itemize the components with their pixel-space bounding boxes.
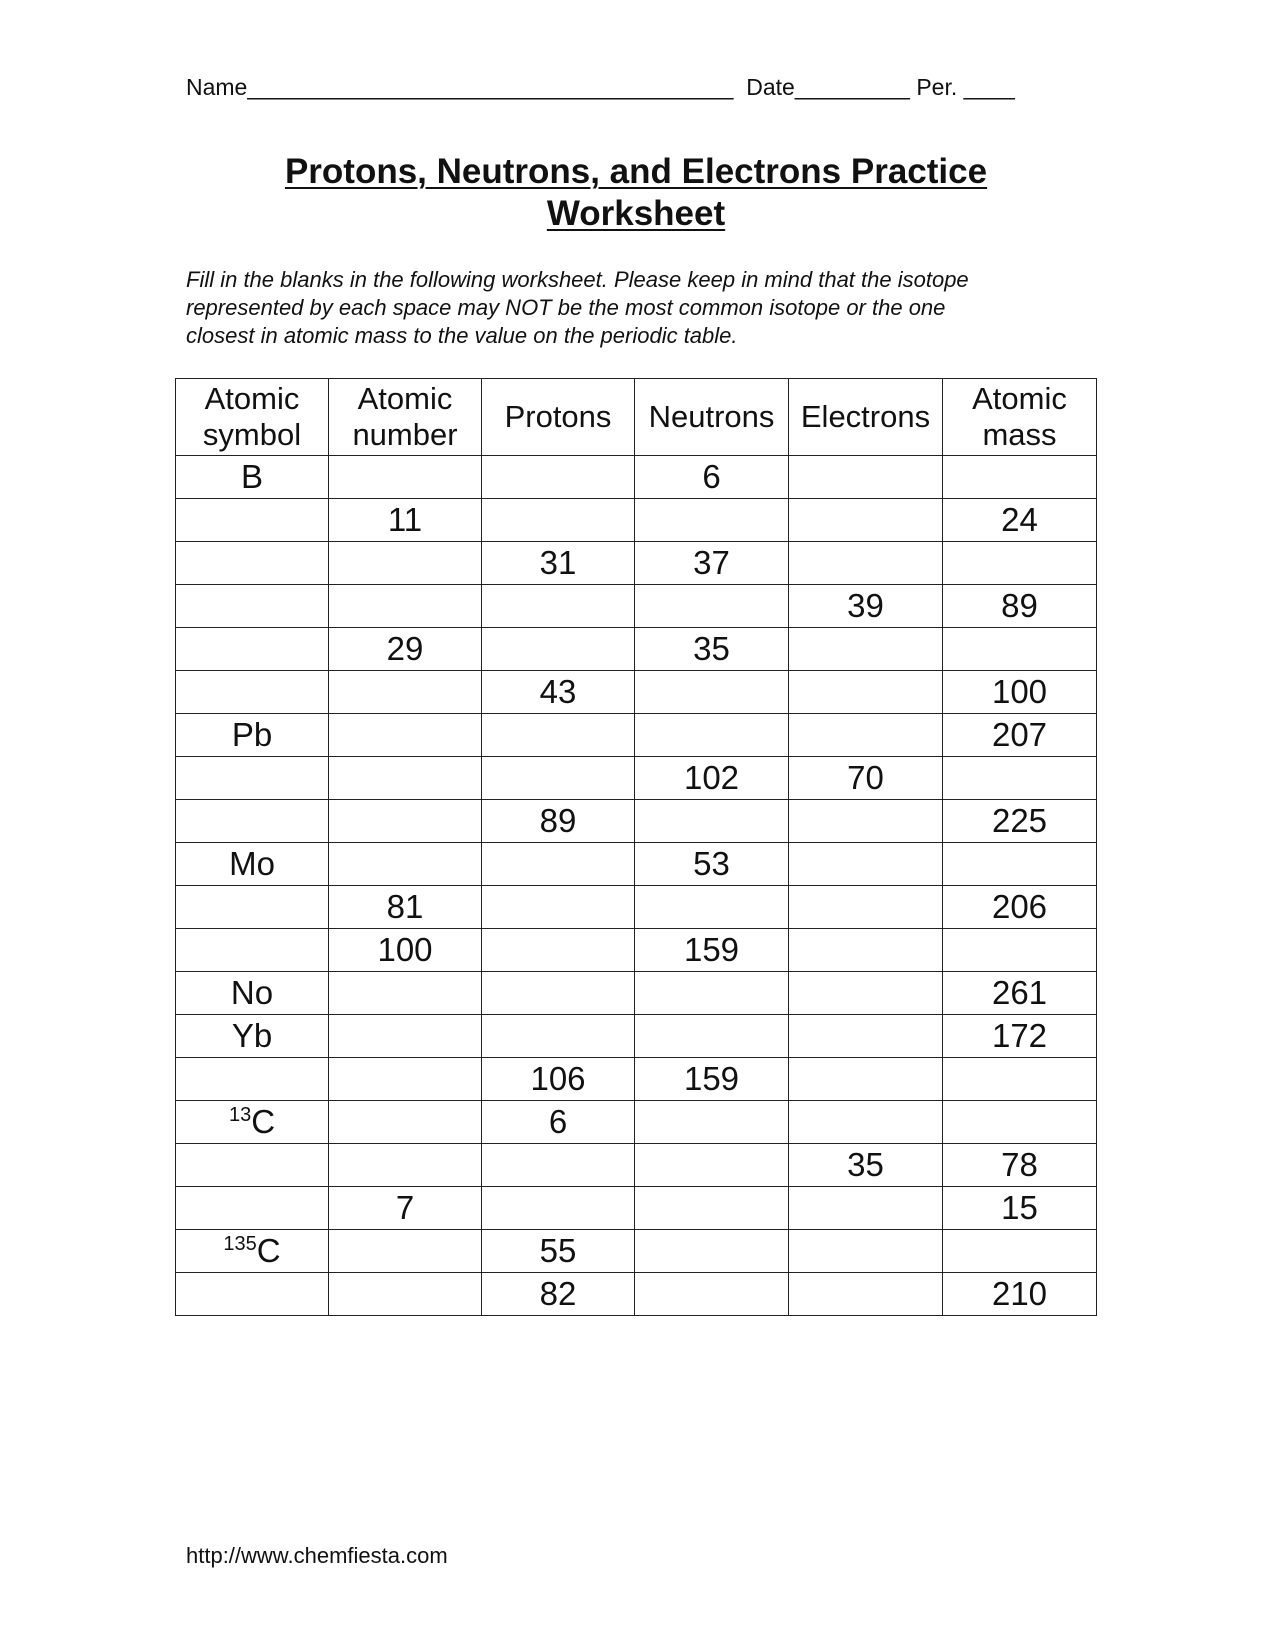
cell-atomic-symbol[interactable] [176,1187,329,1230]
cell-atomic-symbol[interactable] [176,1273,329,1316]
cell-atomic-symbol[interactable] [176,499,329,542]
cell-atomic-symbol-value: Yb [231,1017,273,1054]
cell-protons[interactable] [482,972,635,1015]
cell-protons[interactable] [482,1230,635,1273]
cell-protons-value: 6 [548,1103,568,1140]
cell-neutrons-value: 37 [693,544,730,581]
cell-atomic-mass-value: 15 [1001,1189,1038,1226]
cell-atomic-mass[interactable] [943,757,1097,800]
table-header-row [176,379,1097,456]
cell-protons[interactable] [482,585,635,628]
cell-atomic-number[interactable] [329,714,482,757]
table-row [176,1144,1097,1187]
table-row [176,929,1097,972]
table-row [176,1015,1097,1058]
column-header-protons: Protons [482,379,635,456]
cell-protons-value: 82 [539,1275,577,1312]
table-row [176,1101,1097,1144]
cell-atomic-mass[interactable] [943,972,1097,1015]
cell-atomic-mass[interactable] [943,1187,1097,1230]
cell-electrons[interactable] [789,1015,943,1058]
cell-protons[interactable] [482,1273,635,1316]
cell-electrons[interactable] [789,843,943,886]
cell-neutrons[interactable] [635,1101,789,1144]
table-row [176,628,1097,671]
cell-electrons[interactable] [789,671,943,714]
cell-atomic-mass[interactable] [943,456,1097,499]
cell-atomic-mass-value: 89 [1001,587,1038,624]
cell-atomic-mass[interactable] [943,800,1097,843]
cell-atomic-mass[interactable] [943,671,1097,714]
cell-atomic-mass[interactable] [943,1101,1097,1144]
cell-atomic-symbol-value: No [230,974,274,1011]
page-title: Protons, Neutrons, and Electrons Practice [284,152,988,191]
cell-atomic-number-value: 81 [386,888,424,925]
worksheet-table [175,378,1097,1316]
cell-electrons[interactable] [789,456,943,499]
column-header-neutrons: Neutrons [635,379,789,456]
cell-atomic-symbol[interactable] [176,628,329,671]
cell-neutrons-value: 159 [683,931,740,968]
cell-atomic-symbol[interactable] [176,671,329,714]
column-header-atomic-number: Atomic number [329,379,482,456]
cell-protons[interactable] [482,456,635,499]
cell-protons-value: 89 [539,802,577,839]
cell-atomic-symbol[interactable] [176,1015,329,1058]
cell-atomic-number[interactable] [329,456,482,499]
cell-electrons[interactable] [789,542,943,585]
cell-atomic-mass[interactable] [943,714,1097,757]
cell-neutrons[interactable] [635,757,789,800]
cell-neutrons[interactable] [635,1015,789,1058]
cell-neutrons[interactable] [635,542,789,585]
cell-atomic-symbol[interactable] [176,972,329,1015]
student-info-line [186,74,1015,101]
cell-neutrons[interactable] [635,843,789,886]
table-row [176,1187,1097,1230]
cell-atomic-number[interactable] [329,886,482,929]
cell-neutrons[interactable] [635,1273,789,1316]
cell-atomic-symbol-value: C [251,1103,276,1140]
cell-atomic-number[interactable] [329,1273,482,1316]
cell-protons[interactable] [482,843,635,886]
instructions-line: closest in atomic mass to the value on the periodic table. [186,323,738,348]
cell-neutrons-value: 6 [702,458,721,495]
cell-protons-value: 31 [539,544,577,581]
cell-neutrons-value: 35 [693,630,730,667]
cell-atomic-symbol[interactable] [176,1144,329,1187]
cell-electrons[interactable] [789,585,943,628]
cell-atomic-mass[interactable] [943,929,1097,972]
cell-neutrons[interactable] [635,1187,789,1230]
cell-atomic-symbol[interactable] [176,714,329,757]
cell-atomic-number[interactable] [329,972,482,1015]
cell-protons[interactable] [482,1101,635,1144]
cell-electrons[interactable] [789,929,943,972]
instructions [186,266,1106,350]
cell-atomic-number[interactable] [329,1187,482,1230]
cell-neutrons[interactable] [635,628,789,671]
table-row [176,671,1097,714]
cell-protons[interactable] [482,1015,635,1058]
name-label: Name [186,74,248,100]
table-row [176,714,1097,757]
period-label: Per. [916,74,958,100]
cell-atomic-mass-value: 225 [991,802,1048,839]
cell-atomic-symbol[interactable] [176,1230,329,1273]
cell-electrons[interactable] [789,972,943,1015]
table-row [176,542,1097,585]
cell-atomic-symbol[interactable] [176,456,329,499]
cell-neutrons[interactable] [635,1058,789,1101]
table-row [176,1273,1097,1316]
cell-atomic-mass[interactable] [943,1230,1097,1273]
cell-atomic-symbol[interactable] [176,1101,329,1144]
mass-number-superscript: 135 [223,1233,257,1255]
cell-neutrons[interactable] [635,1144,789,1187]
cell-protons[interactable] [482,1058,635,1101]
cell-electrons[interactable] [789,1187,943,1230]
cell-atomic-mass-value: 24 [1001,501,1038,538]
cell-atomic-number[interactable] [329,542,482,585]
cell-atomic-number[interactable] [329,1144,482,1187]
cell-electrons-value: 35 [847,1146,884,1183]
table-row [176,499,1097,542]
cell-protons[interactable] [482,542,635,585]
cell-neutrons[interactable] [635,585,789,628]
cell-atomic-mass[interactable] [943,628,1097,671]
cell-electrons[interactable] [789,800,943,843]
cell-atomic-number[interactable] [329,499,482,542]
cell-electrons[interactable] [789,1144,943,1187]
cell-atomic-mass-value: 172 [991,1017,1048,1054]
cell-atomic-number[interactable] [329,800,482,843]
cell-protons[interactable] [482,757,635,800]
table-row [176,800,1097,843]
cell-neutrons[interactable] [635,671,789,714]
cell-electrons[interactable] [789,499,943,542]
table-row [176,1230,1097,1273]
cell-atomic-mass-value: 206 [991,888,1048,925]
period-blank[interactable]: ____ [963,74,1015,100]
cell-atomic-mass-value: 100 [991,673,1048,710]
cell-electrons[interactable] [789,1101,943,1144]
cell-atomic-number-value: 7 [395,1189,415,1226]
cell-atomic-symbol[interactable] [176,843,329,886]
table-row [176,456,1097,499]
cell-atomic-number[interactable] [329,1015,482,1058]
cell-atomic-number[interactable] [329,671,482,714]
instructions-line: Fill in the blanks in the following worksheet. Please keep in mind that the isotope [186,267,969,292]
cell-protons[interactable] [482,1144,635,1187]
cell-neutrons[interactable] [635,499,789,542]
cell-electrons[interactable] [789,1273,943,1316]
cell-atomic-symbol-value: Mo [229,845,275,882]
cell-electrons-value: 39 [847,587,884,624]
cell-atomic-number[interactable] [329,1058,482,1101]
cell-neutrons-value: 53 [693,845,730,882]
cell-atomic-symbol[interactable] [176,886,329,929]
date-blank[interactable]: _________ [794,74,910,100]
cell-atomic-number[interactable] [329,843,482,886]
cell-atomic-mass[interactable] [943,499,1097,542]
table-row [176,972,1097,1015]
cell-atomic-mass[interactable] [943,1015,1097,1058]
cell-neutrons[interactable] [635,456,789,499]
cell-protons[interactable] [482,1187,635,1230]
cell-protons[interactable] [482,800,635,843]
cell-protons[interactable] [482,628,635,671]
cell-atomic-number[interactable] [329,1230,482,1273]
cell-neutrons-value: 102 [683,759,740,796]
table-row [176,843,1097,886]
cell-atomic-number-value: 100 [377,931,433,968]
column-header-electrons: Electrons [789,379,943,456]
cell-atomic-mass-value: 210 [991,1275,1048,1312]
cell-protons[interactable] [482,886,635,929]
cell-atomic-symbol[interactable] [176,542,329,585]
cell-atomic-number[interactable] [329,628,482,671]
cell-protons[interactable] [482,929,635,972]
cell-electrons[interactable] [789,1230,943,1273]
cell-neutrons[interactable] [635,800,789,843]
cell-electrons[interactable] [789,628,943,671]
page-title-continued: Worksheet [546,194,726,233]
cell-atomic-number-value: 11 [387,501,423,538]
cell-protons[interactable] [482,671,635,714]
cell-atomic-number[interactable] [329,585,482,628]
cell-atomic-number[interactable] [329,757,482,800]
cell-electrons[interactable] [789,714,943,757]
cell-neutrons[interactable] [635,929,789,972]
cell-atomic-number[interactable] [329,929,482,972]
cell-atomic-mass[interactable] [943,1144,1097,1187]
cell-atomic-mass[interactable] [943,542,1097,585]
table-row [176,1058,1097,1101]
name-blank[interactable]: ______________________________________ [247,74,734,100]
cell-protons-value: 55 [539,1232,577,1269]
cell-atomic-mass[interactable] [943,1273,1097,1316]
cell-electrons[interactable] [789,757,943,800]
table-row [176,757,1097,800]
cell-atomic-mass-value: 207 [991,716,1048,753]
cell-atomic-symbol[interactable] [176,929,329,972]
column-header-atomic-mass: Atomic mass [943,379,1097,456]
cell-atomic-mass[interactable] [943,1058,1097,1101]
cell-protons[interactable] [482,714,635,757]
cell-protons-value: 43 [539,673,577,710]
table-row [176,585,1097,628]
cell-neutrons[interactable] [635,886,789,929]
cell-atomic-mass[interactable] [943,843,1097,886]
cell-protons[interactable] [482,499,635,542]
cell-atomic-symbol[interactable] [176,585,329,628]
cell-electrons[interactable] [789,886,943,929]
cell-electrons-value: 70 [847,759,884,796]
table-row [176,886,1097,929]
cell-protons-value: 106 [530,1060,586,1097]
mass-number-superscript: 13 [228,1104,252,1126]
cell-atomic-symbol-value: C [256,1232,281,1269]
cell-atomic-symbol-value: Pb [231,716,273,753]
instructions-line: represented by each space may NOT be the most common isotope or the one [186,295,946,320]
cell-neutrons[interactable] [635,1230,789,1273]
cell-atomic-mass[interactable] [943,886,1097,929]
cell-atomic-number-value: 29 [386,630,424,667]
cell-neutrons[interactable] [635,972,789,1015]
footer-url[interactable]: http://www.chemfiesta.com [186,1543,448,1568]
cell-neutrons[interactable] [635,714,789,757]
cell-atomic-number[interactable] [329,1101,482,1144]
cell-atomic-symbol-value: B [240,458,263,495]
cell-atomic-mass-value: 78 [1001,1146,1038,1183]
cell-neutrons-value: 159 [683,1060,740,1097]
cell-atomic-mass[interactable] [943,585,1097,628]
cell-atomic-symbol[interactable] [176,800,329,843]
cell-atomic-mass-value: 261 [991,974,1048,1011]
column-header-atomic-symbol: Atomic symbol [176,379,329,456]
cell-electrons[interactable] [789,1058,943,1101]
cell-atomic-symbol[interactable] [176,1058,329,1101]
date-label: Date [746,74,795,100]
cell-atomic-symbol[interactable] [176,757,329,800]
